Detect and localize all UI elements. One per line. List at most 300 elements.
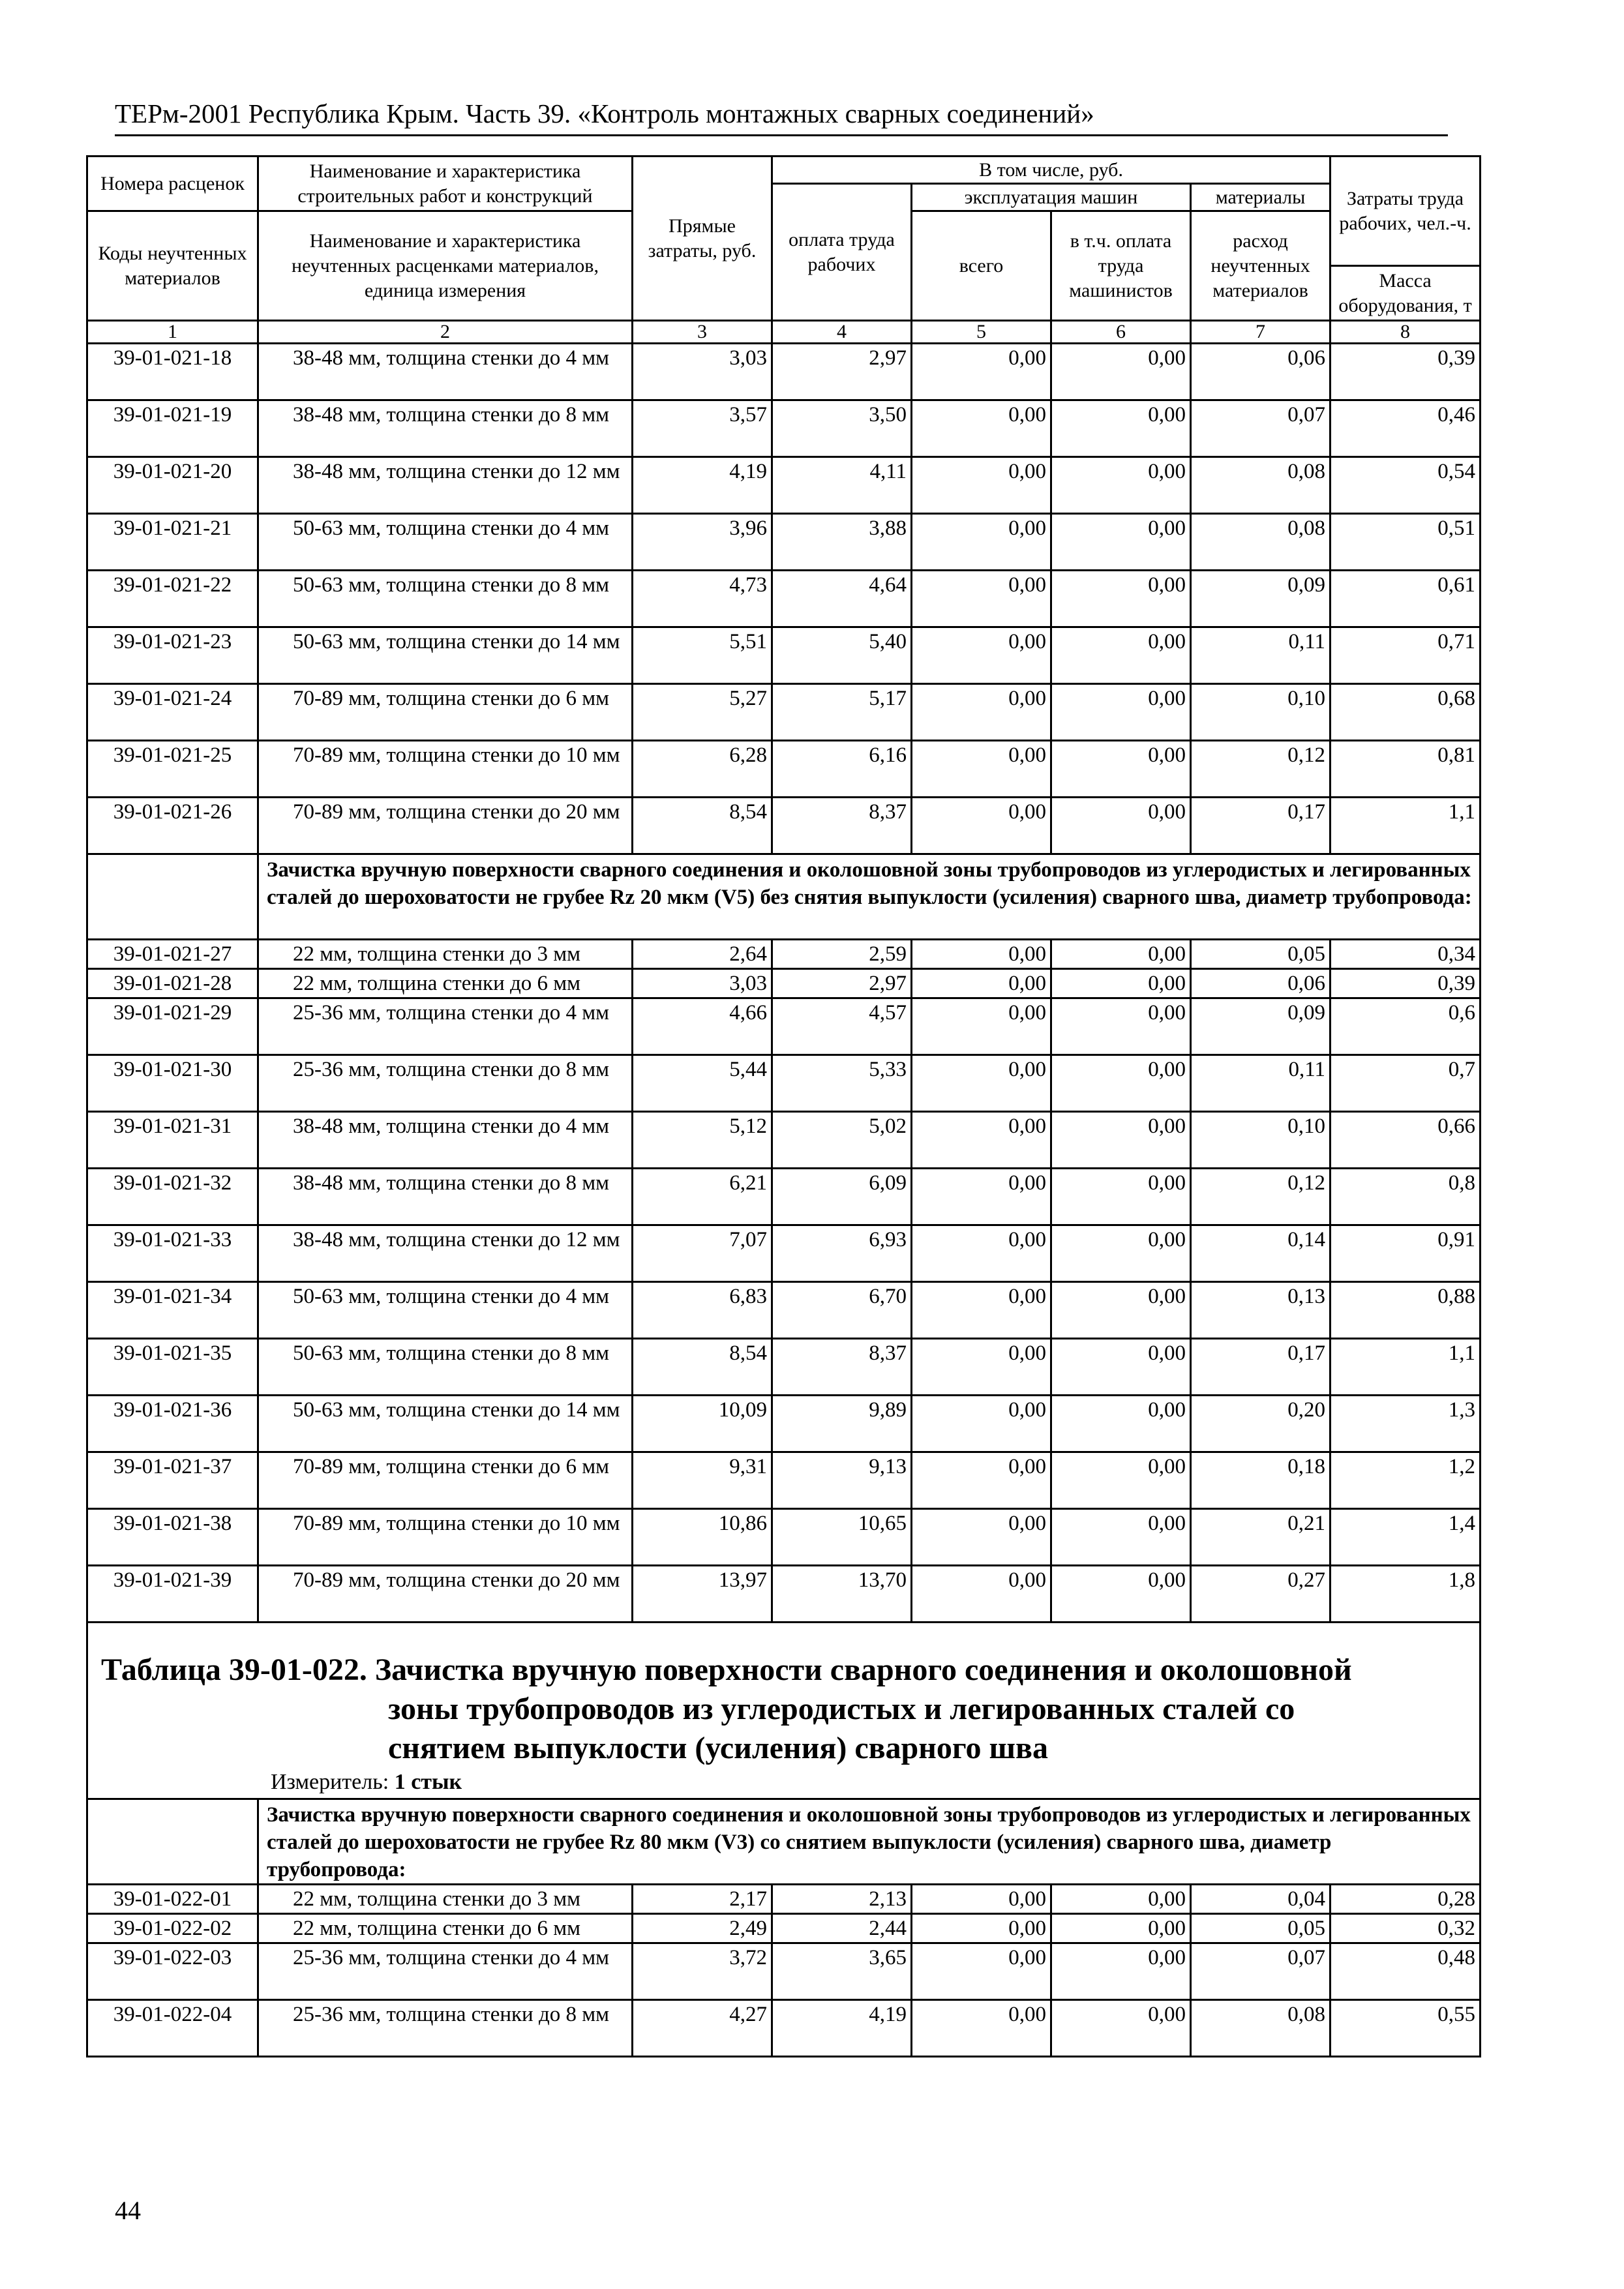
col-number: 6: [1051, 321, 1191, 344]
table-row: [87, 457, 1481, 514]
value-cell: 2,64: [633, 940, 772, 969]
table-row: [87, 1339, 1481, 1396]
col-number: 3: [633, 321, 772, 344]
value-cell: 0,00: [1051, 1055, 1191, 1112]
value-cell: 9,89: [772, 1396, 912, 1452]
rate-code: 39-01-021-35: [87, 1339, 258, 1396]
value-cell: 0,12: [1191, 1169, 1331, 1225]
col2-header-bottom: Наименование и характеристика неучтенных расценками материалов, единица измерения: [258, 211, 633, 321]
value-cell: 5,40: [772, 627, 912, 684]
rate-code: 39-01-021-30: [87, 1055, 258, 1112]
table-row: [87, 1396, 1481, 1452]
rate-code: 39-01-022-01: [87, 1885, 258, 1914]
value-cell: 5,51: [633, 627, 772, 684]
value-cell: 0,00: [1051, 1452, 1191, 1509]
rate-code: 39-01-021-24: [87, 684, 258, 741]
value-cell: 1,4: [1331, 1509, 1481, 1566]
value-cell: 0,00: [1051, 1225, 1191, 1282]
rate-name-text: 38-48 мм, толщина стенки до 12 мм: [293, 1228, 620, 1251]
rate-name: [258, 1509, 633, 1566]
value-cell: 0,00: [912, 1112, 1051, 1169]
value-cell: 4,57: [772, 998, 912, 1055]
value-cell: 0,00: [912, 1943, 1051, 2000]
value-cell: 4,19: [772, 2000, 912, 2057]
value-cell: 0,00: [912, 1914, 1051, 1943]
value-cell: 6,70: [772, 1282, 912, 1339]
value-cell: 0,08: [1191, 2000, 1331, 2057]
table-row: [87, 741, 1481, 798]
value-cell: 0,66: [1331, 1112, 1481, 1169]
value-cell: 0,00: [1051, 998, 1191, 1055]
value-cell: 0,07: [1191, 400, 1331, 457]
value-cell: 0,04: [1191, 1885, 1331, 1914]
value-cell: 2,13: [772, 1885, 912, 1914]
value-cell: 0,00: [1051, 1396, 1191, 1452]
value-cell: 0,00: [1051, 741, 1191, 798]
value-cell: 5,02: [772, 1112, 912, 1169]
table2-title-line: Таблица 39-01-022. Зачистка вручную поверхности сварного соединения и околошовной: [101, 1653, 1352, 1687]
rate-name-text: 50-63 мм, толщина стенки до 14 мм: [293, 1398, 620, 1422]
value-cell: 0,00: [1051, 457, 1191, 514]
rate-code: 39-01-021-23: [87, 627, 258, 684]
value-cell: 0,48: [1331, 1943, 1481, 2000]
value-cell: 0,00: [912, 1452, 1051, 1509]
rate-code: 39-01-021-36: [87, 1396, 258, 1452]
value-cell: 0,17: [1191, 798, 1331, 854]
value-cell: 0,11: [1191, 627, 1331, 684]
value-cell: 0,13: [1191, 1282, 1331, 1339]
rate-name-text: 38-48 мм, толщина стенки до 8 мм: [293, 403, 610, 426]
value-cell: 0,00: [912, 1225, 1051, 1282]
value-cell: 0,20: [1191, 1396, 1331, 1452]
materials-header: материалы: [1191, 184, 1331, 211]
value-cell: 0,00: [912, 627, 1051, 684]
value-cell: 0,81: [1331, 741, 1481, 798]
value-cell: 0,11: [1191, 1055, 1331, 1112]
col6-header: в т.ч. оплата труда машинистов: [1051, 211, 1191, 321]
rate-name-text: 38-48 мм, толщина стенки до 4 мм: [293, 346, 610, 370]
value-cell: 0,00: [912, 514, 1051, 571]
rate-name-text: 22 мм, толщина стенки до 6 мм: [293, 1917, 581, 1940]
value-cell: 0,00: [912, 798, 1051, 854]
rates-table: [86, 155, 1481, 2057]
value-cell: 8,37: [772, 798, 912, 854]
value-cell: 0,06: [1191, 969, 1331, 998]
value-cell: 5,17: [772, 684, 912, 741]
section-spacer: [87, 1799, 258, 1885]
rate-name-text: 25-36 мм, толщина стенки до 8 мм: [293, 1058, 610, 1081]
rate-code: 39-01-021-39: [87, 1566, 258, 1623]
value-cell: 0,10: [1191, 1112, 1331, 1169]
value-cell: 0,00: [1051, 1943, 1191, 2000]
section-spacer: [87, 854, 258, 940]
value-cell: 1,3: [1331, 1396, 1481, 1452]
value-cell: 0,32: [1331, 1914, 1481, 1943]
rate-name-text: 22 мм, толщина стенки до 3 мм: [293, 1887, 581, 1911]
value-cell: 0,00: [1051, 1112, 1191, 1169]
rate-name: [258, 798, 633, 854]
col7-header: расход неучтенных материалов: [1191, 211, 1331, 321]
table-row: [87, 1509, 1481, 1566]
table-row: [87, 1566, 1481, 1623]
rate-code: 39-01-021-19: [87, 400, 258, 457]
col-number: 7: [1191, 321, 1331, 344]
value-cell: 2,97: [772, 969, 912, 998]
col3-header: Прямые затраты, руб.: [633, 157, 772, 321]
value-cell: 0,09: [1191, 571, 1331, 627]
value-cell: 0,00: [1051, 1914, 1191, 1943]
rate-code: 39-01-022-03: [87, 1943, 258, 2000]
rate-code: 39-01-021-38: [87, 1509, 258, 1566]
value-cell: 0,00: [912, 1885, 1051, 1914]
table-row: [87, 514, 1481, 571]
rate-name: [258, 998, 633, 1055]
value-cell: 0,46: [1331, 400, 1481, 457]
rate-name: [258, 969, 633, 998]
value-cell: 4,19: [633, 457, 772, 514]
value-cell: 3,88: [772, 514, 912, 571]
rate-name: [258, 1943, 633, 2000]
rate-name-text: 25-36 мм, толщина стенки до 4 мм: [293, 1946, 610, 1969]
rate-name: [258, 1282, 633, 1339]
value-cell: 0,71: [1331, 627, 1481, 684]
value-cell: 4,27: [633, 2000, 772, 2057]
table-row: [87, 627, 1481, 684]
value-cell: 0,00: [1051, 1339, 1191, 1396]
rate-name: [258, 1396, 633, 1452]
rate-code: 39-01-021-20: [87, 457, 258, 514]
rate-name-text: 70-89 мм, толщина стенки до 10 мм: [293, 743, 620, 767]
value-cell: 0,05: [1191, 1914, 1331, 1943]
value-cell: 0,68: [1331, 684, 1481, 741]
value-cell: 1,1: [1331, 1339, 1481, 1396]
rate-name-text: 38-48 мм, толщина стенки до 4 мм: [293, 1115, 610, 1138]
rate-name: [258, 940, 633, 969]
value-cell: 0,00: [912, 1282, 1051, 1339]
value-cell: 0,00: [1051, 1885, 1191, 1914]
value-cell: 0,8: [1331, 1169, 1481, 1225]
col-number: 2: [258, 321, 633, 344]
running-title: ТЕРм-2001 Республика Крым. Часть 39. «Контроль монтажных сварных соединений»: [115, 97, 1448, 136]
value-cell: 0,00: [912, 1396, 1051, 1452]
value-cell: 4,64: [772, 571, 912, 627]
value-cell: 9,31: [633, 1452, 772, 1509]
value-cell: 3,03: [633, 969, 772, 998]
rate-code: 39-01-021-31: [87, 1112, 258, 1169]
value-cell: 0,06: [1191, 344, 1331, 400]
value-cell: 0,7: [1331, 1055, 1481, 1112]
table2-title-line: зоны трубопроводов из углеродистых и легированных сталей со: [388, 1692, 1295, 1726]
rate-code: 39-01-021-21: [87, 514, 258, 571]
rate-name: [258, 1566, 633, 1623]
table-row: [87, 798, 1481, 854]
table-row: [87, 1055, 1481, 1112]
value-cell: 0,91: [1331, 1225, 1481, 1282]
col8-header-bottom: Масса оборудования, т: [1331, 266, 1481, 321]
value-cell: 0,00: [1051, 400, 1191, 457]
value-cell: 10,09: [633, 1396, 772, 1452]
value-cell: 8,37: [772, 1339, 912, 1396]
table2-title-cell: [87, 1623, 1481, 1799]
rate-code: 39-01-021-34: [87, 1282, 258, 1339]
value-cell: 0,14: [1191, 1225, 1331, 1282]
value-cell: 5,33: [772, 1055, 912, 1112]
rate-name-text: 22 мм, толщина стенки до 3 мм: [293, 942, 581, 966]
rate-name-text: 38-48 мм, толщина стенки до 12 мм: [293, 460, 620, 483]
value-cell: 1,1: [1331, 798, 1481, 854]
rate-name: [258, 684, 633, 741]
table-row: [87, 969, 1481, 998]
col2-header-top: Наименование и характеристика строительных работ и конструкций: [258, 157, 633, 211]
value-cell: 2,97: [772, 344, 912, 400]
col-number: 5: [912, 321, 1051, 344]
value-cell: 3,50: [772, 400, 912, 457]
rate-name: [258, 741, 633, 798]
rate-name: [258, 1885, 633, 1914]
rate-name: [258, 1914, 633, 1943]
section-title: Зачистка вручную поверхности сварного соединения и околошовной зоны трубопроводов из углеродистых и легированных сталей до шероховатости не грубее Rz 80 мкм (V3) со снятием выпуклости (усиления) сварного шва, диаметр трубопровода:: [258, 1799, 1481, 1885]
value-cell: 0,00: [912, 1169, 1051, 1225]
value-cell: 0,00: [912, 571, 1051, 627]
table-row: [87, 998, 1481, 1055]
value-cell: 0,27: [1191, 1566, 1331, 1623]
value-cell: 6,21: [633, 1169, 772, 1225]
rate-name: [258, 400, 633, 457]
value-cell: 3,57: [633, 400, 772, 457]
col5-header: всего: [912, 211, 1051, 321]
value-cell: 0,08: [1191, 514, 1331, 571]
rate-name: [258, 1055, 633, 1112]
value-cell: 6,28: [633, 741, 772, 798]
meter-label: Измеритель:: [271, 1770, 389, 1794]
page-number: 44: [115, 2196, 141, 2225]
value-cell: 0,00: [1051, 1566, 1191, 1623]
rate-name: [258, 627, 633, 684]
value-cell: 0,00: [912, 998, 1051, 1055]
value-cell: 10,86: [633, 1509, 772, 1566]
table-row: [87, 684, 1481, 741]
value-cell: 0,61: [1331, 571, 1481, 627]
value-cell: 6,16: [772, 741, 912, 798]
value-cell: 0,28: [1331, 1885, 1481, 1914]
value-cell: 0,6: [1331, 998, 1481, 1055]
value-cell: 0,34: [1331, 940, 1481, 969]
rate-name-text: 50-63 мм, толщина стенки до 14 мм: [293, 630, 620, 653]
value-cell: 0,00: [1051, 627, 1191, 684]
rate-name-text: 70-89 мм, толщина стенки до 6 мм: [293, 1455, 610, 1478]
value-cell: 8,54: [633, 798, 772, 854]
value-cell: 0,18: [1191, 1452, 1331, 1509]
rate-name: [258, 1339, 633, 1396]
col-number: 4: [772, 321, 912, 344]
table-row: [87, 1169, 1481, 1225]
rate-code: 39-01-021-18: [87, 344, 258, 400]
rate-name: [258, 1169, 633, 1225]
rate-name-text: 70-89 мм, толщина стенки до 20 мм: [293, 800, 620, 824]
value-cell: 4,66: [633, 998, 772, 1055]
table2-title: [88, 1623, 1479, 1768]
value-cell: 0,05: [1191, 940, 1331, 969]
value-cell: 13,70: [772, 1566, 912, 1623]
value-cell: 0,00: [912, 940, 1051, 969]
col1-header-bottom: Коды неучтенных материалов: [87, 211, 258, 321]
value-cell: 0,39: [1331, 344, 1481, 400]
table-row: [87, 940, 1481, 969]
table-row: [87, 1914, 1481, 1943]
rate-code: 39-01-021-26: [87, 798, 258, 854]
rate-name: [258, 1452, 633, 1509]
value-cell: 4,73: [633, 571, 772, 627]
value-cell: 0,00: [1051, 969, 1191, 998]
rate-name: [258, 457, 633, 514]
table-row: [87, 1225, 1481, 1282]
value-cell: 0,09: [1191, 998, 1331, 1055]
value-cell: 6,09: [772, 1169, 912, 1225]
rate-code: 39-01-022-02: [87, 1914, 258, 1943]
rate-code: 39-01-021-27: [87, 940, 258, 969]
rate-name-text: 25-36 мм, толщина стенки до 4 мм: [293, 1001, 610, 1025]
rate-name-text: 70-89 мм, толщина стенки до 6 мм: [293, 687, 610, 710]
value-cell: 6,83: [633, 1282, 772, 1339]
table-row: [87, 571, 1481, 627]
machines-header: эксплуатация машин: [912, 184, 1191, 211]
rate-name-text: 50-63 мм, толщина стенки до 4 мм: [293, 516, 610, 540]
value-cell: 10,65: [772, 1509, 912, 1566]
group-header: В том числе, руб.: [772, 157, 1331, 184]
value-cell: 9,13: [772, 1452, 912, 1509]
value-cell: 1,2: [1331, 1452, 1481, 1509]
value-cell: 0,00: [912, 684, 1051, 741]
rate-name: [258, 514, 633, 571]
value-cell: 0,00: [912, 741, 1051, 798]
value-cell: 0,08: [1191, 457, 1331, 514]
rate-name: [258, 571, 633, 627]
value-cell: 3,96: [633, 514, 772, 571]
value-cell: 0,00: [1051, 1169, 1191, 1225]
rate-name-text: 25-36 мм, толщина стенки до 8 мм: [293, 2003, 610, 2026]
value-cell: 0,00: [912, 969, 1051, 998]
section-header-row: [87, 1799, 1481, 1885]
rate-code: 39-01-021-29: [87, 998, 258, 1055]
value-cell: 0,88: [1331, 1282, 1481, 1339]
value-cell: 1,8: [1331, 1566, 1481, 1623]
value-cell: 0,00: [1051, 1282, 1191, 1339]
table2-title-line: снятием выпуклости (усиления) сварного шва: [388, 1731, 1048, 1765]
rate-name-text: 50-63 мм, толщина стенки до 8 мм: [293, 1341, 610, 1365]
value-cell: 0,00: [1051, 571, 1191, 627]
value-cell: 4,11: [772, 457, 912, 514]
value-cell: 0,07: [1191, 1943, 1331, 2000]
value-cell: 5,27: [633, 684, 772, 741]
rate-name-text: 70-89 мм, толщина стенки до 20 мм: [293, 1568, 620, 1592]
rate-name-text: 38-48 мм, толщина стенки до 8 мм: [293, 1171, 610, 1195]
col1-header-top: Номера расценок: [87, 157, 258, 211]
value-cell: 0,21: [1191, 1509, 1331, 1566]
value-cell: 0,00: [1051, 344, 1191, 400]
rate-code: 39-01-021-33: [87, 1225, 258, 1282]
rate-code: 39-01-021-25: [87, 741, 258, 798]
value-cell: 3,72: [633, 1943, 772, 2000]
table-row: [87, 1885, 1481, 1914]
value-cell: 3,65: [772, 1943, 912, 2000]
value-cell: 0,00: [1051, 1509, 1191, 1566]
rate-code: 39-01-021-22: [87, 571, 258, 627]
rate-code: 39-01-021-32: [87, 1169, 258, 1225]
value-cell: 0,00: [912, 1339, 1051, 1396]
value-cell: 8,54: [633, 1339, 772, 1396]
value-cell: 0,10: [1191, 684, 1331, 741]
col8-header-top: Затраты труда рабочих, чел.-ч.: [1331, 157, 1481, 266]
value-cell: 0,00: [912, 344, 1051, 400]
value-cell: 0,00: [912, 400, 1051, 457]
value-cell: 2,44: [772, 1914, 912, 1943]
value-cell: 0,00: [912, 2000, 1051, 2057]
value-cell: 0,00: [1051, 684, 1191, 741]
rate-name-text: 22 мм, толщина стенки до 6 мм: [293, 972, 581, 995]
value-cell: 3,03: [633, 344, 772, 400]
table-row: [87, 1112, 1481, 1169]
section-header-row: [87, 854, 1481, 940]
rate-name: [258, 1225, 633, 1282]
value-cell: 0,00: [912, 1055, 1051, 1112]
value-cell: 0,00: [1051, 940, 1191, 969]
meter-value: 1 стык: [394, 1770, 462, 1794]
value-cell: 2,49: [633, 1914, 772, 1943]
value-cell: 0,00: [912, 1566, 1051, 1623]
rate-name-text: 50-63 мм, толщина стенки до 8 мм: [293, 573, 610, 597]
value-cell: 2,17: [633, 1885, 772, 1914]
value-cell: 5,44: [633, 1055, 772, 1112]
value-cell: 0,00: [912, 1509, 1051, 1566]
table-row: [87, 344, 1481, 400]
col4-header: оплата труда рабочих: [772, 184, 912, 321]
value-cell: 0,39: [1331, 969, 1481, 998]
table-row: [87, 400, 1481, 457]
rate-name-text: 70-89 мм, толщина стенки до 10 мм: [293, 1512, 620, 1535]
value-cell: 0,12: [1191, 741, 1331, 798]
value-cell: 0,00: [1051, 514, 1191, 571]
value-cell: 0,00: [912, 457, 1051, 514]
value-cell: 0,00: [1051, 798, 1191, 854]
rate-name: [258, 344, 633, 400]
rate-code: 39-01-021-28: [87, 969, 258, 998]
rate-name: [258, 1112, 633, 1169]
rate-code: 39-01-022-04: [87, 2000, 258, 2057]
value-cell: 0,00: [1051, 2000, 1191, 2057]
rate-name: [258, 2000, 633, 2057]
value-cell: 5,12: [633, 1112, 772, 1169]
section-title: Зачистка вручную поверхности сварного соединения и околошовной зоны трубопроводов из углеродистых и легированных сталей до шероховатости не грубее Rz 20 мкм (V5) без снятия выпуклости (усиления) сварного шва, диаметр трубопровода:: [258, 854, 1481, 940]
value-cell: 0,55: [1331, 2000, 1481, 2057]
rate-code: 39-01-021-37: [87, 1452, 258, 1509]
value-cell: 7,07: [633, 1225, 772, 1282]
value-cell: 0,54: [1331, 457, 1481, 514]
value-cell: 13,97: [633, 1566, 772, 1623]
rate-name-text: 50-63 мм, толщина стенки до 4 мм: [293, 1285, 610, 1308]
value-cell: 2,59: [772, 940, 912, 969]
table-row: [87, 1452, 1481, 1509]
col-number: 1: [87, 321, 258, 344]
table2-title-row: [87, 1623, 1481, 1799]
meter-line: [88, 1768, 1479, 1798]
value-cell: 6,93: [772, 1225, 912, 1282]
table-row: [87, 1943, 1481, 2000]
table-row: [87, 2000, 1481, 2057]
table-row: [87, 1282, 1481, 1339]
value-cell: 0,17: [1191, 1339, 1331, 1396]
value-cell: 0,51: [1331, 514, 1481, 571]
col-number: 8: [1331, 321, 1481, 344]
